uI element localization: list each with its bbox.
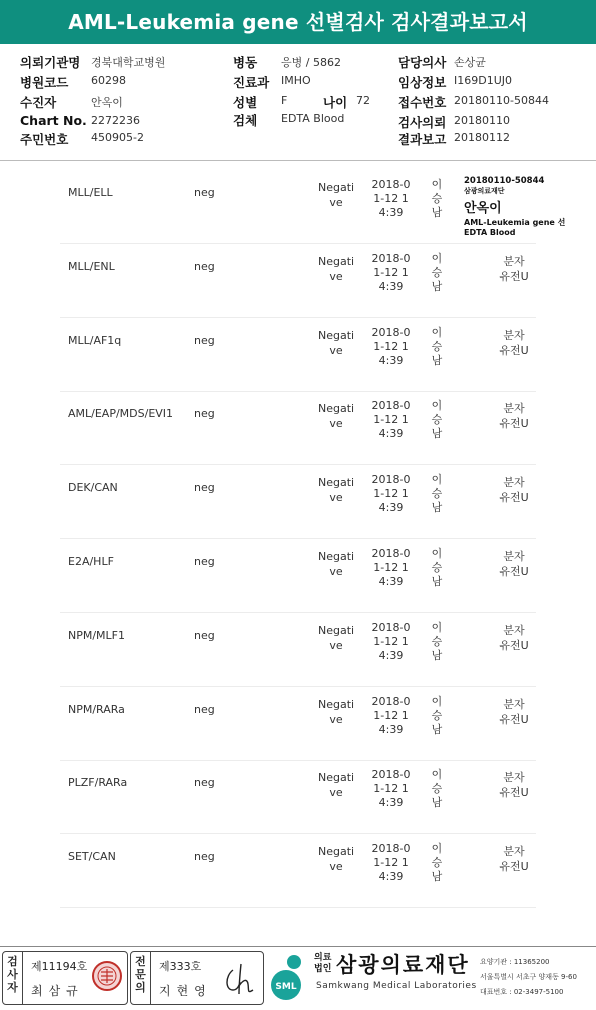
tester-signature-box: [2, 951, 128, 1005]
clinical-info-value: I169D1UJ0: [454, 74, 513, 87]
ward-value: 응병 / 5862: [281, 56, 341, 69]
receipt-no-value: 20180110-50844: [454, 94, 549, 107]
chart-no-value: 2272236: [91, 114, 140, 127]
results-table: [0, 170, 596, 910]
test-performer: 이 승 남: [431, 768, 443, 810]
test-name: MLL/AF1q: [68, 333, 122, 347]
test-department: 분자 유전U: [499, 476, 529, 505]
test-department: 분자 유전U: [499, 845, 529, 874]
test-interpretation: Negati ve: [318, 623, 355, 652]
test-datetime: 2018-0 1-12 1 4:39: [371, 251, 411, 293]
request-date-value: 20180110: [454, 114, 510, 127]
hospital-code-label: 병원코드: [20, 75, 69, 90]
resident-no-value: 450905-2: [91, 131, 144, 144]
test-result: neg: [194, 333, 215, 347]
test-performer: 이 승 남: [431, 399, 443, 441]
hospital-code-value: 60298: [91, 74, 126, 87]
result-row: [0, 391, 596, 465]
test-result: neg: [194, 259, 215, 273]
test-interpretation: Negati ve: [318, 328, 355, 357]
test-interpretation: Negati ve: [318, 476, 355, 505]
test-datetime: 2018-0 1-12 1 4:39: [371, 325, 411, 367]
tester-seal-icon: [91, 960, 123, 992]
test-result: neg: [194, 850, 215, 864]
doctor-value: 손상균: [454, 56, 486, 69]
test-interpretation: Negati ve: [318, 771, 355, 800]
test-interpretation: Negati ve: [318, 697, 355, 726]
test-datetime: 2018-0 1-12 1 4:39: [371, 399, 411, 441]
test-name: AML/EAP/MDS/EVI1: [68, 407, 174, 421]
test-department: 분자 유전U: [499, 254, 529, 283]
sex-label: 성별: [233, 95, 258, 110]
result-row: [0, 834, 596, 908]
test-performer: 이 승 남: [431, 620, 443, 662]
specimen-label-sticker: [464, 176, 582, 237]
org-address-line: 서울특별시 서초구 양재동 9-60: [480, 973, 577, 981]
sticker-org: 삼광의료재단: [464, 187, 505, 195]
test-department: 분자 유전U: [499, 402, 529, 431]
request-date-label: 검사의뢰: [398, 115, 447, 130]
test-datetime: 2018-0 1-12 1 4:39: [371, 768, 411, 810]
test-result: neg: [194, 555, 215, 568]
chart-no-label: Chart No.: [20, 113, 87, 128]
result-row: [0, 613, 596, 687]
department-value: IMHO: [281, 74, 311, 87]
doctor-label: 담당의사: [398, 55, 447, 70]
test-performer: 이 승 남: [431, 694, 443, 736]
test-result: neg: [194, 776, 215, 790]
patient-name-label: 수진자: [20, 95, 57, 110]
tester-name: 최삼규: [31, 984, 84, 998]
row-divider: [60, 907, 536, 908]
report-footer: [0, 946, 596, 1010]
sml-logo-text: SML: [275, 982, 297, 992]
report-date-label: 결과보고: [398, 132, 447, 147]
org-contact-info: [480, 955, 577, 1000]
test-datetime: 2018-0 1-12 1 4:39: [371, 694, 411, 736]
patient-info-section: [0, 50, 596, 160]
specimen-label: 검체: [233, 113, 258, 128]
test-department: 분자 유전U: [499, 550, 529, 578]
test-performer: 이 승 남: [431, 473, 443, 515]
sticker-receipt-no: 20180110-50844: [464, 176, 545, 186]
test-department: 분자 유전U: [499, 328, 529, 357]
test-performer: 이 승 남: [431, 325, 443, 367]
test-result: neg: [194, 481, 215, 495]
header-divider: [0, 160, 596, 161]
test-department: 분자 유전U: [499, 697, 529, 726]
sml-logo-icon: [268, 951, 312, 1005]
test-name: SET/CAN: [68, 850, 116, 864]
tester-role: 검사자: [3, 952, 23, 1004]
test-name: PLZF/RARa: [68, 776, 128, 790]
result-row: [0, 687, 596, 761]
sticker-specimen: EDTA Blood: [464, 228, 516, 237]
test-result: neg: [194, 407, 215, 421]
result-row: [0, 318, 596, 392]
sticker-test-name: AML-Leukemia gene 선: [464, 218, 566, 227]
specialist-role: 전문의: [131, 952, 151, 1004]
department-label: 진료과: [233, 75, 270, 90]
resident-no-label: 주민번호: [20, 132, 69, 147]
test-performer: 이 승 남: [431, 547, 443, 588]
test-performer: 이 승 남: [431, 842, 443, 884]
age-label: 나이: [323, 95, 348, 110]
specimen-value: EDTA Blood: [281, 112, 345, 125]
specialist-name: 지현영: [159, 984, 212, 998]
test-department: 분자 유전U: [499, 623, 529, 652]
org-code-line: 요양기관 : 11365200: [480, 958, 550, 966]
sticker-patient-name: 안옥이: [464, 201, 502, 216]
org-name: 삼광의료재단: [336, 953, 470, 977]
org-phone-line: 대표번호 : 02-3497-5100: [480, 988, 564, 996]
test-name: DEK/CAN: [68, 481, 118, 495]
clinical-info-label: 임상정보: [398, 75, 447, 90]
result-row: [0, 170, 596, 244]
result-row: [0, 539, 596, 613]
age-value: 72: [356, 94, 370, 107]
test-name: NPM/RARa: [68, 702, 125, 716]
report-date-value: 20180112: [454, 131, 510, 144]
specialist-license: 제333호: [159, 960, 202, 973]
org-type-label: 의료 법인: [314, 953, 332, 974]
test-result: neg: [194, 702, 215, 716]
test-interpretation: Negati ve: [318, 845, 355, 874]
test-interpretation: Negati ve: [318, 181, 355, 209]
test-datetime: 2018-0 1-12 1 4:39: [371, 547, 411, 588]
test-name: E2A/HLF: [68, 555, 114, 568]
test-interpretation: Negati ve: [318, 402, 355, 431]
result-row: [0, 465, 596, 539]
sex-value: F: [281, 94, 288, 107]
org-english-name: Samkwang Medical Laboratories: [316, 981, 477, 991]
hospital-value: 경북대학교병원: [91, 56, 166, 69]
test-name: MLL/ENL: [68, 259, 115, 273]
patient-name-value: 안옥이: [91, 96, 123, 109]
specialist-signature-box: [130, 951, 264, 1005]
test-datetime: 2018-0 1-12 1 4:39: [371, 620, 411, 662]
specialist-signature-icon: [221, 960, 257, 998]
tester-license: 제11194호: [31, 960, 88, 973]
test-datetime: 2018-0 1-12 1 4:39: [371, 842, 411, 884]
test-result: neg: [194, 628, 215, 642]
test-performer: 이 승 남: [431, 251, 443, 293]
test-result: neg: [194, 186, 215, 199]
test-performer: 이 승 남: [431, 178, 443, 219]
test-interpretation: Negati ve: [318, 550, 355, 578]
test-name: NPM/MLF1: [68, 628, 126, 642]
hospital-label: 의뢰기관명: [20, 55, 81, 70]
test-datetime: 2018-0 1-12 1 4:39: [371, 473, 411, 515]
result-row: [0, 760, 596, 834]
test-name: MLL/ELL: [68, 186, 113, 199]
test-department: 분자 유전U: [499, 771, 529, 800]
test-datetime: 2018-0 1-12 1 4:39: [371, 178, 411, 219]
ward-label: 병동: [233, 55, 258, 70]
result-row: [0, 244, 596, 318]
receipt-no-label: 접수번호: [398, 95, 447, 110]
test-interpretation: Negati ve: [318, 254, 355, 283]
report-title: AML-Leukemia gene 선별검사 검사결과보고서: [0, 0, 596, 44]
